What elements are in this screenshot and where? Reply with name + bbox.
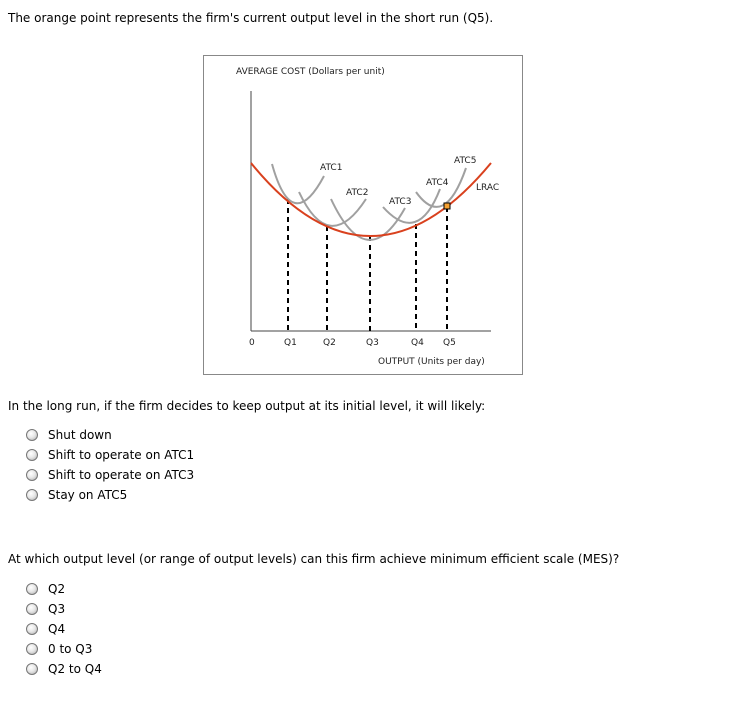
option-label: Stay on ATC5: [48, 488, 128, 502]
lrac-label: LRAC: [476, 183, 500, 193]
cost-chart: [203, 55, 523, 375]
radio-button[interactable]: [26, 603, 38, 615]
atc4-label: ATC4: [426, 178, 449, 188]
atc1-label: ATC1: [320, 163, 343, 173]
option-label: 0 to Q3: [48, 642, 93, 656]
tick-q5: Q5: [443, 338, 456, 348]
origin-label: 0: [249, 338, 255, 348]
option-label: Shift to operate on ATC1: [48, 448, 195, 462]
tick-q4: Q4: [411, 338, 424, 348]
tick-q3: Q3: [366, 338, 379, 348]
option-label: Q2: [48, 582, 66, 596]
y-axis-label: AVERAGE COST (Dollars per unit): [236, 67, 385, 77]
atc1-curve: [272, 164, 324, 203]
radio-button[interactable]: [26, 469, 38, 481]
question-1: In the long run, if the firm decides to keep output at its initial level, it will likely:: [8, 399, 486, 413]
radio-button[interactable]: [26, 623, 38, 635]
x-axis-label: OUTPUT (Units per day): [378, 357, 485, 367]
answer-option[interactable]: [26, 487, 127, 503]
answer-option[interactable]: [26, 621, 65, 637]
answer-option[interactable]: [26, 601, 65, 617]
atc5-label: ATC5: [454, 156, 477, 166]
answer-option[interactable]: [26, 641, 92, 657]
question-2: At which output level (or range of output levels) can this firm achieve minimum efficient scale (MES)?: [8, 552, 620, 566]
atc3-label: ATC3: [389, 197, 412, 207]
atc2-label: ATC2: [346, 188, 369, 198]
radio-button[interactable]: [26, 449, 38, 461]
lrac-curve: [251, 163, 491, 236]
radio-button[interactable]: [26, 489, 38, 501]
option-label: Q4: [48, 622, 66, 636]
option-label: Q2 to Q4: [48, 662, 102, 676]
answer-option[interactable]: [26, 427, 112, 443]
option-label: Q3: [48, 602, 66, 616]
radio-button[interactable]: [26, 429, 38, 441]
answer-option[interactable]: [26, 447, 194, 463]
intro-text: The orange point represents the firm's current output level in the short run (Q5).: [8, 11, 494, 25]
answer-option[interactable]: [26, 467, 194, 483]
answer-option[interactable]: [26, 661, 102, 677]
tick-q1: Q1: [284, 338, 297, 348]
radio-button[interactable]: [26, 643, 38, 655]
option-label: Shut down: [48, 428, 112, 442]
radio-button[interactable]: [26, 663, 38, 675]
current-output-point: [444, 203, 450, 209]
tick-q2: Q2: [323, 338, 336, 348]
radio-button[interactable]: [26, 583, 38, 595]
option-label: Shift to operate on ATC3: [48, 468, 195, 482]
answer-option[interactable]: [26, 581, 65, 597]
